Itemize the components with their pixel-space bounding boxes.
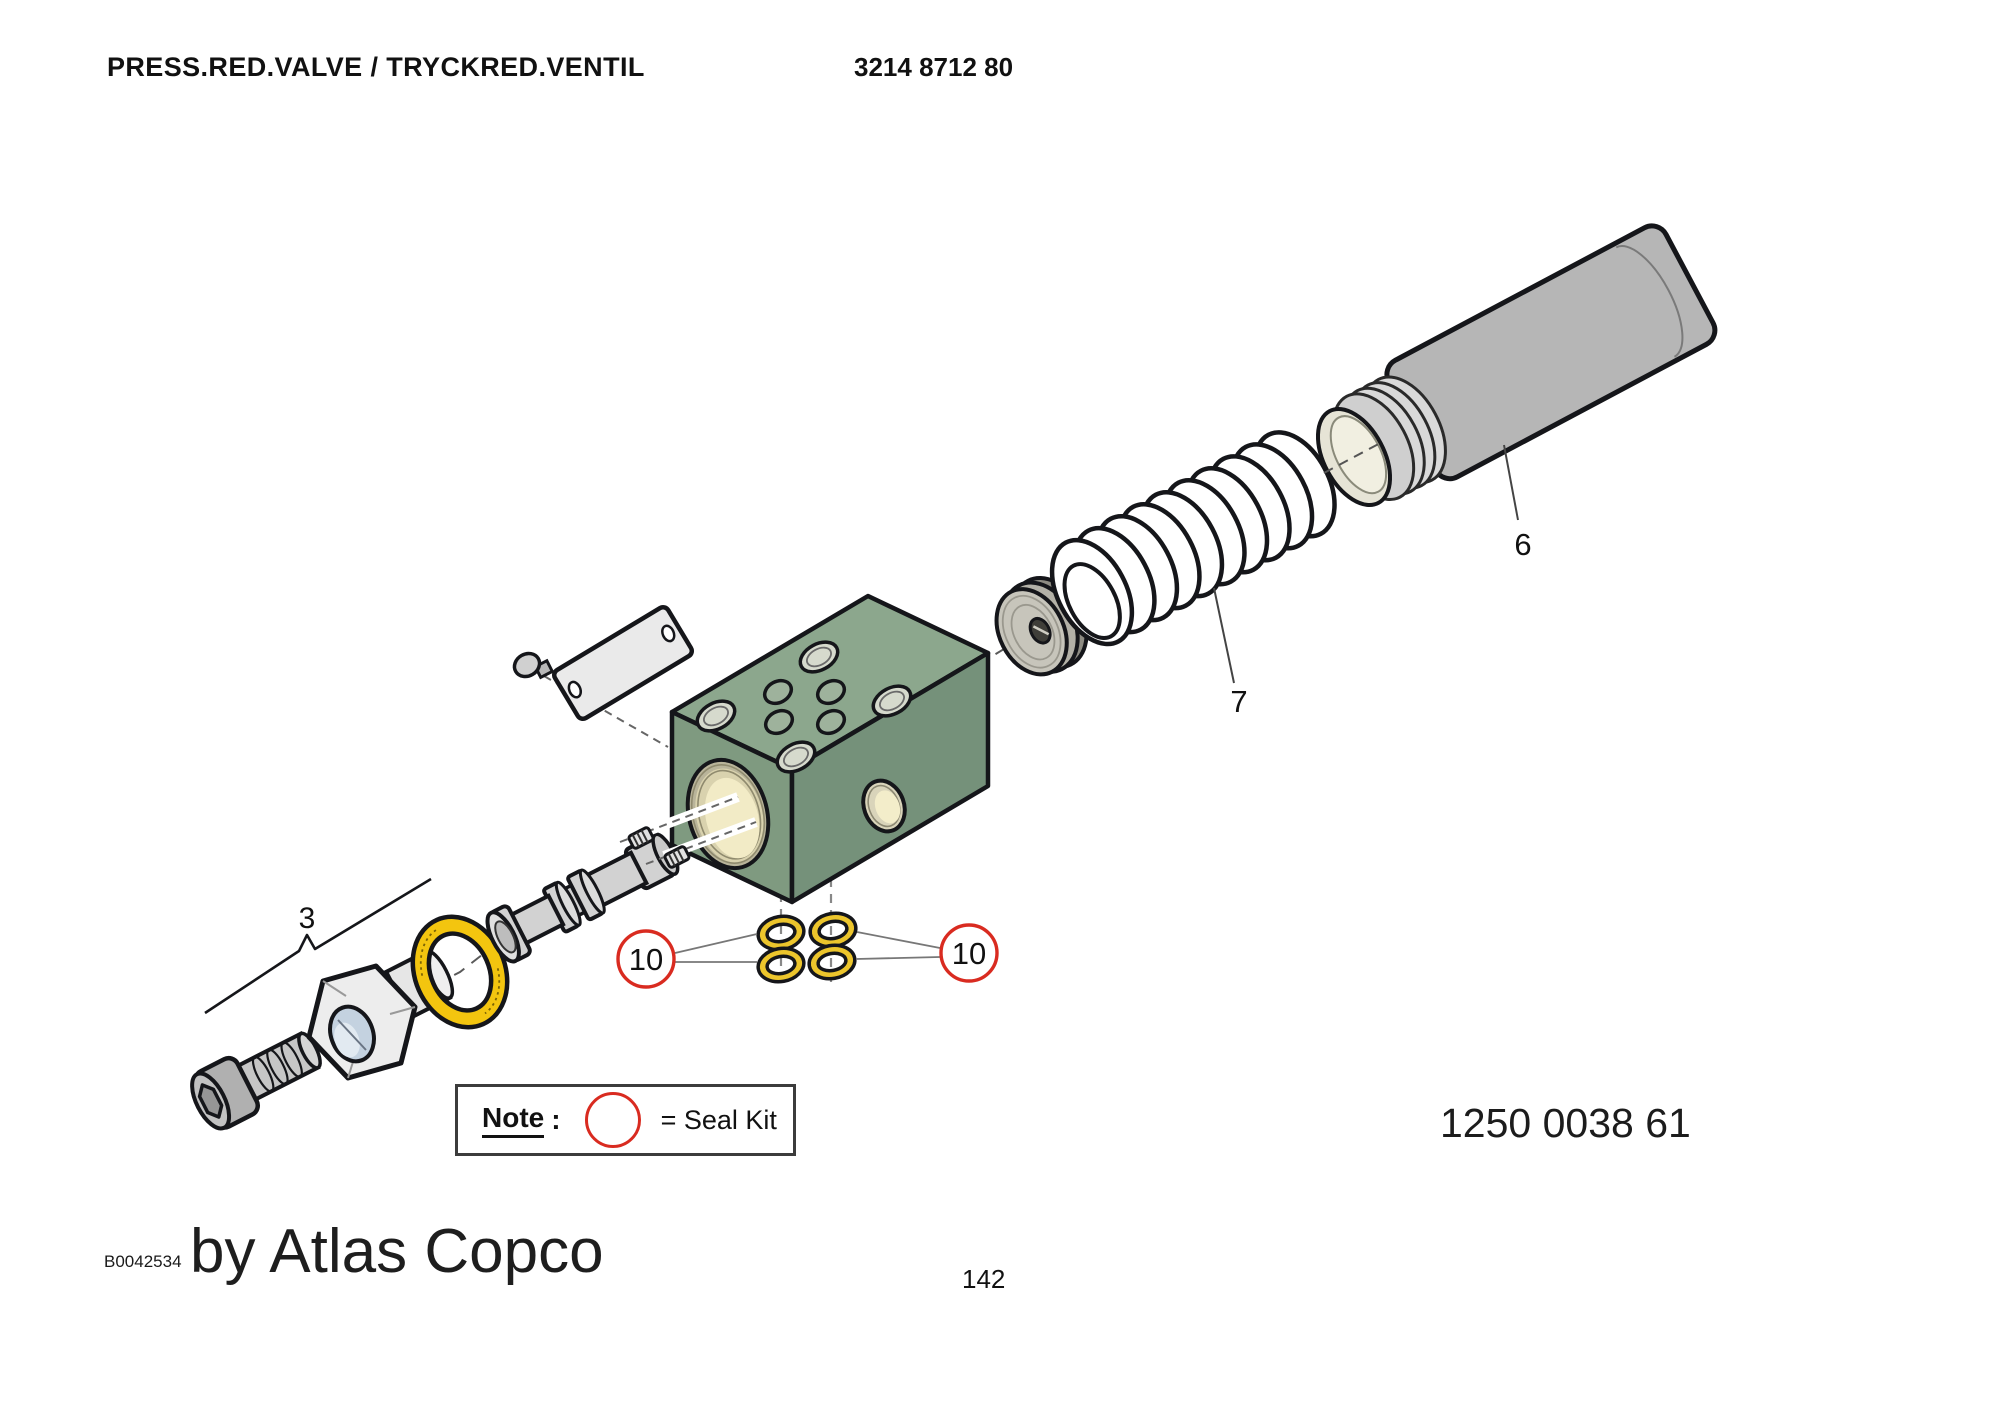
label-seal-10-right: 10 <box>951 936 987 971</box>
part7-leader-line <box>1214 588 1234 683</box>
label-part-6: 6 <box>1514 527 1532 562</box>
seal-callout-circle-left <box>618 931 674 987</box>
brand-byline: by Atlas Copco <box>190 1217 604 1286</box>
compression-spring <box>1036 419 1351 658</box>
image-code: B0042534 <box>104 1252 182 1271</box>
seal-callout-leaders <box>675 932 940 962</box>
seal-kit-note-box <box>455 1084 796 1156</box>
label-part-7: 7 <box>1230 684 1248 719</box>
document-number: 1250 0038 61 <box>1440 1100 1691 1146</box>
page-number: 142 <box>962 1264 1006 1294</box>
end-cap-cylinder <box>1293 220 1721 531</box>
seal-kit-symbol-circle <box>585 1092 641 1148</box>
cover-plate <box>510 605 694 721</box>
part6-leader-line <box>1504 445 1518 520</box>
seal-callout-circle-right <box>941 925 997 981</box>
note-definition: = Seal Kit <box>660 1104 777 1135</box>
note-colon: : <box>551 1104 561 1135</box>
note-label: Note <box>482 1102 544 1138</box>
assembly-part-number: 3214 8712 80 <box>854 52 1014 82</box>
label-part-3: 3 <box>298 902 316 935</box>
label-seal-10-left: 10 <box>628 942 664 977</box>
seal-o-rings <box>755 910 858 985</box>
page-title: PRESS.RED.VALVE / TRYCKRED.VENTIL <box>107 52 645 82</box>
